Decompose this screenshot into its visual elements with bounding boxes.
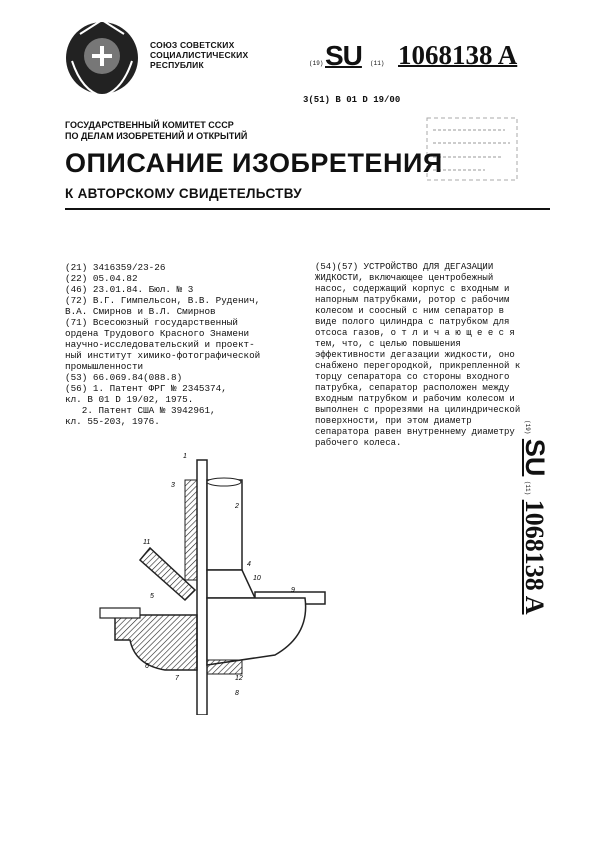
committee-name [65, 120, 247, 142]
biblio-line: научно-исследовательский и проект- [65, 339, 255, 350]
vertical-code-11: (11) [524, 480, 531, 496]
biblio-line: 2. Патент США № 3942961, [65, 405, 216, 416]
biblio-line: (46) 23.01.84. Бюл. № 3 [65, 284, 194, 295]
biblio-line: ный институт химико-фотографической [65, 350, 261, 361]
union-line-3: РЕСПУБЛИК [150, 60, 204, 70]
header-divider [65, 208, 550, 210]
drawing-label: 12 [235, 675, 243, 682]
biblio-line: кл. 55-203, 1976. [65, 416, 160, 427]
biblio-line: (71) Всесоюзный государственный [65, 317, 238, 328]
biblio-line: В.А. Смирнов и В.Л. Смирнов [65, 306, 216, 317]
biblio-line: (56) 1. Патент ФРГ № 2345374, [65, 383, 227, 394]
committee-line-2: ПО ДЕЛАМ ИЗОБРЕТЕНИЙ И ОТКРЫТИЙ [65, 131, 248, 141]
committee-line-1: ГОСУДАРСТВЕННЫЙ КОМИТЕТ СССР [65, 120, 234, 130]
vertical-number: 1068138 A [520, 499, 549, 615]
biblio-line: (72) В.Г. Гимпельсон, В.В. Руденич, [65, 295, 261, 306]
vertical-code-19: (19) [524, 420, 531, 435]
biblio-line: (53) 66.069.84(088.8) [65, 372, 183, 383]
document-subtitle: К АВТОРСКОМУ СВИДЕТЕЛЬСТВУ [65, 186, 302, 201]
drawing-label: 8 [235, 690, 239, 697]
drawing-label: 9 [291, 587, 295, 594]
code-19: (19) [309, 60, 324, 67]
abstract-label: (54)(57) УСТРОЙСТВО ДЛЯ ДЕГАЗАЦИИ ЖИДКОСТИ, [315, 262, 494, 283]
biblio-line: (22) 05.04.82 [65, 273, 138, 284]
device-drawing [95, 440, 335, 715]
biblio-line: (21) 3416359/23-26 [65, 262, 166, 273]
union-line-2: СОЦИАЛИСТИЧЕСКИХ [150, 50, 249, 60]
country-code: SU [325, 40, 362, 71]
vertical-country: SU [520, 438, 550, 477]
union-name [150, 40, 248, 70]
drawing-label: 7 [175, 675, 179, 682]
drawing-label: 6 [145, 663, 149, 670]
patent-number: 1068138 A [398, 40, 518, 70]
drawing-label: 1 [183, 453, 187, 460]
biblio-line: промышленности [65, 361, 144, 372]
biblio-line: ордена Трудового Красного Знамени [65, 328, 250, 339]
abstract [315, 262, 529, 449]
union-line-1: СОЮЗ СОВЕТСКИХ [150, 40, 235, 50]
drawing-label: 5 [150, 593, 154, 600]
drawing-label: 11 [143, 539, 151, 546]
drawing-label: 2 [235, 503, 239, 510]
drawing-label: 3 [171, 482, 175, 489]
code-11: (11) [370, 60, 385, 67]
vertical-patent-number [505, 420, 595, 670]
drawing-label: 10 [253, 575, 261, 582]
biblio-line: кл. В 01 D 19/02, 1975. [65, 394, 194, 405]
abstract-text: включающее центробежный насос, содержащий корпус с входным и напорным патрубками, ротор с рабочим колесом и соосный с ним сепаратор в виде полого цилиндра с патрубком для отсоса газов, о т л и ч а ю щ е е с я тем, что, с целью повышения эффективности дегазации жидкости, оно снабжено перегородкой, прикрепленной к торцу сепаратора со стороны входного патрубка, сепаратор расположен между входным патрубком и рабочим колесом и выполнен с прорезями на цилиндрической поверхности, при этом диаметр сепаратора равен внутреннему диаметру рабочего колеса. [315, 273, 521, 448]
document-title: ОПИСАНИЕ ИЗОБРЕТЕНИЯ [65, 148, 443, 178]
drawing-label: 4 [247, 561, 251, 568]
ussr-emblem-icon [62, 16, 142, 100]
bibliographic-data [65, 262, 260, 427]
ipc-class: 3(51) B 01 D 19/00 [303, 95, 401, 105]
